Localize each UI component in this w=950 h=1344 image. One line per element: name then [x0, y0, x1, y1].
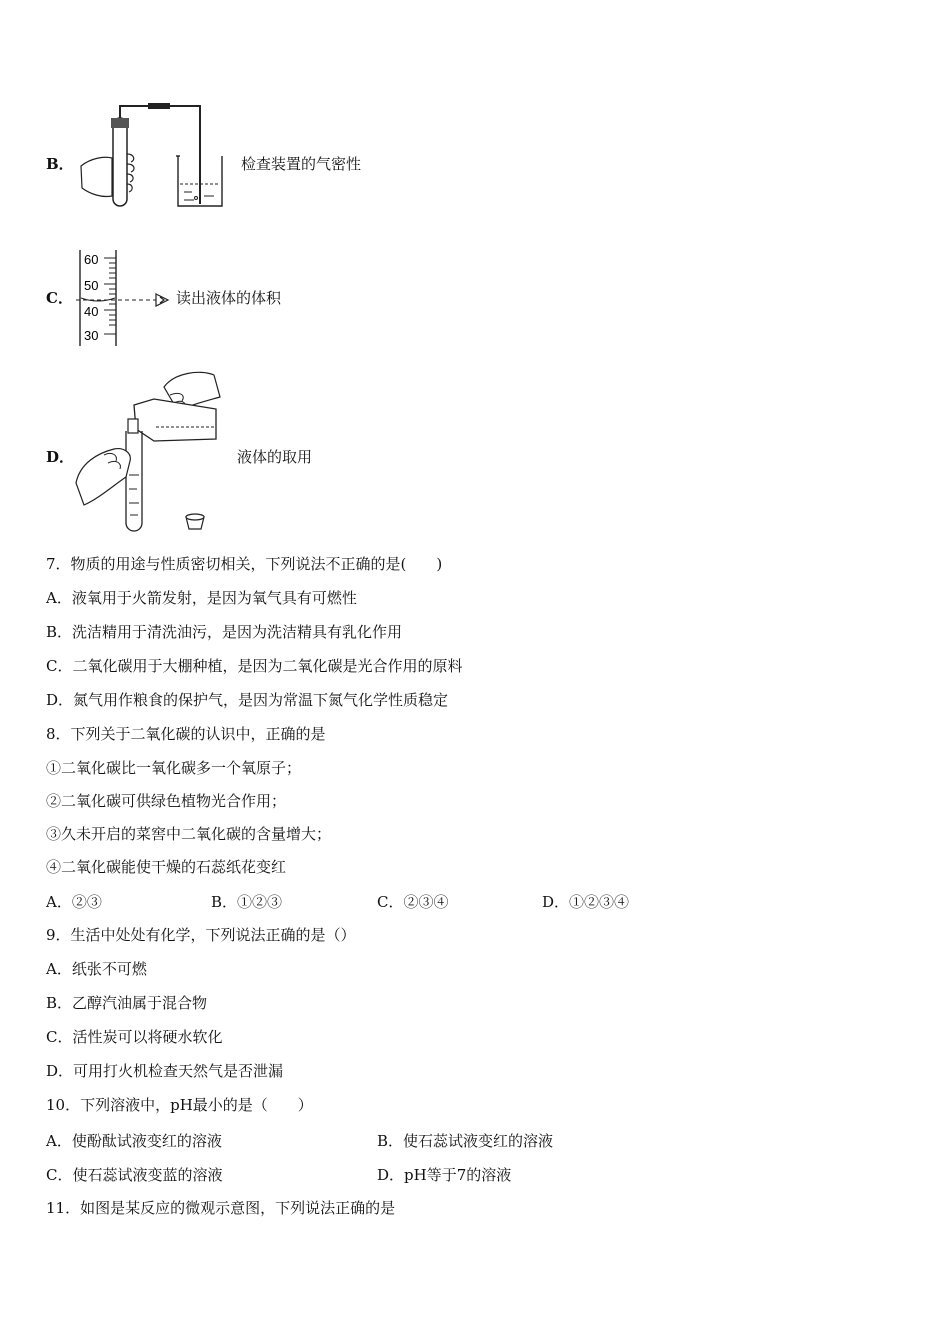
cylinder-tick-30: 30 [84, 328, 99, 343]
q10-stem: 10．下列溶液中，pH最小的是（ ） [46, 1096, 313, 1114]
q8-option-a: A．②③ [46, 893, 102, 911]
option-b-letter: B． [46, 155, 74, 173]
option-d-text: 液体的取用 [237, 448, 313, 466]
q7-option-a: A．液氧用于火箭发射，是因为氧气具有可燃性 [46, 589, 357, 607]
q10-option-d: D．pH等于7的溶液 [377, 1166, 512, 1184]
q9-option-a: A．纸张不可燃 [46, 960, 147, 978]
q7-option-d: D．氮气用作粮食的保护气，是因为常温下氮气化学性质稳定 [46, 691, 449, 709]
option-d-letter: D． [46, 448, 75, 466]
q8-statement-1: ①二氧化碳比一氧化碳多一个氧原子； [46, 759, 302, 777]
q8-option-d: D．①②③④ [542, 893, 630, 911]
airtightness-apparatus-figure [76, 100, 226, 212]
q7-stem: 7．物质的用途与性质密切相关，下列说法不正确的是( ) [46, 555, 443, 573]
q7-option-b: B．洗洁精用于清洗油污，是因为洗洁精具有乳化作用 [46, 623, 403, 641]
q9-option-c: C．活性炭可以将硬水软化 [46, 1028, 223, 1046]
q9-option-d: D．可用打火机检查天然气是否泄漏 [46, 1062, 284, 1080]
q8-option-c: C．②③④ [377, 893, 449, 911]
graduated-cylinder-figure [76, 248, 176, 348]
q8-stem: 8．下列关于二氧化碳的认识中，正确的是 [46, 725, 326, 743]
option-c-letter: C． [46, 289, 73, 307]
cylinder-tick-40: 40 [84, 304, 99, 319]
q10-option-c: C．使石蕊试液变蓝的溶液 [46, 1166, 223, 1184]
q7-option-c: C．二氧化碳用于大棚种植，是因为二氧化碳是光合作用的原料 [46, 657, 463, 675]
cylinder-tick-60: 60 [84, 252, 99, 267]
q9-option-b: B．乙醇汽油属于混合物 [46, 994, 208, 1012]
option-c-text: 读出液体的体积 [176, 289, 282, 307]
q10-option-b: B．使石蕊试液变红的溶液 [377, 1132, 554, 1150]
liquid-pouring-figure [74, 365, 226, 535]
q8-statement-3: ③久未开启的菜窖中二氧化碳的含量增大； [46, 825, 332, 843]
q10-option-a: A．使酚酞试液变红的溶液 [46, 1132, 222, 1150]
cylinder-tick-50: 50 [84, 278, 99, 293]
option-b-text: 检查装置的气密性 [241, 155, 362, 173]
q8-statement-4: ④二氧化碳能使干燥的石蕊纸花变红 [46, 858, 287, 876]
q8-statement-2: ②二氧化碳可供绿色植物光合作用； [46, 792, 287, 810]
q9-stem: 9．生活中处处有化学，下列说法正确的是（） [46, 926, 356, 944]
q8-option-b: B．①②③ [211, 893, 283, 911]
q11-stem: 11．如图是某反应的微观示意图，下列说法正确的是 [46, 1199, 396, 1217]
